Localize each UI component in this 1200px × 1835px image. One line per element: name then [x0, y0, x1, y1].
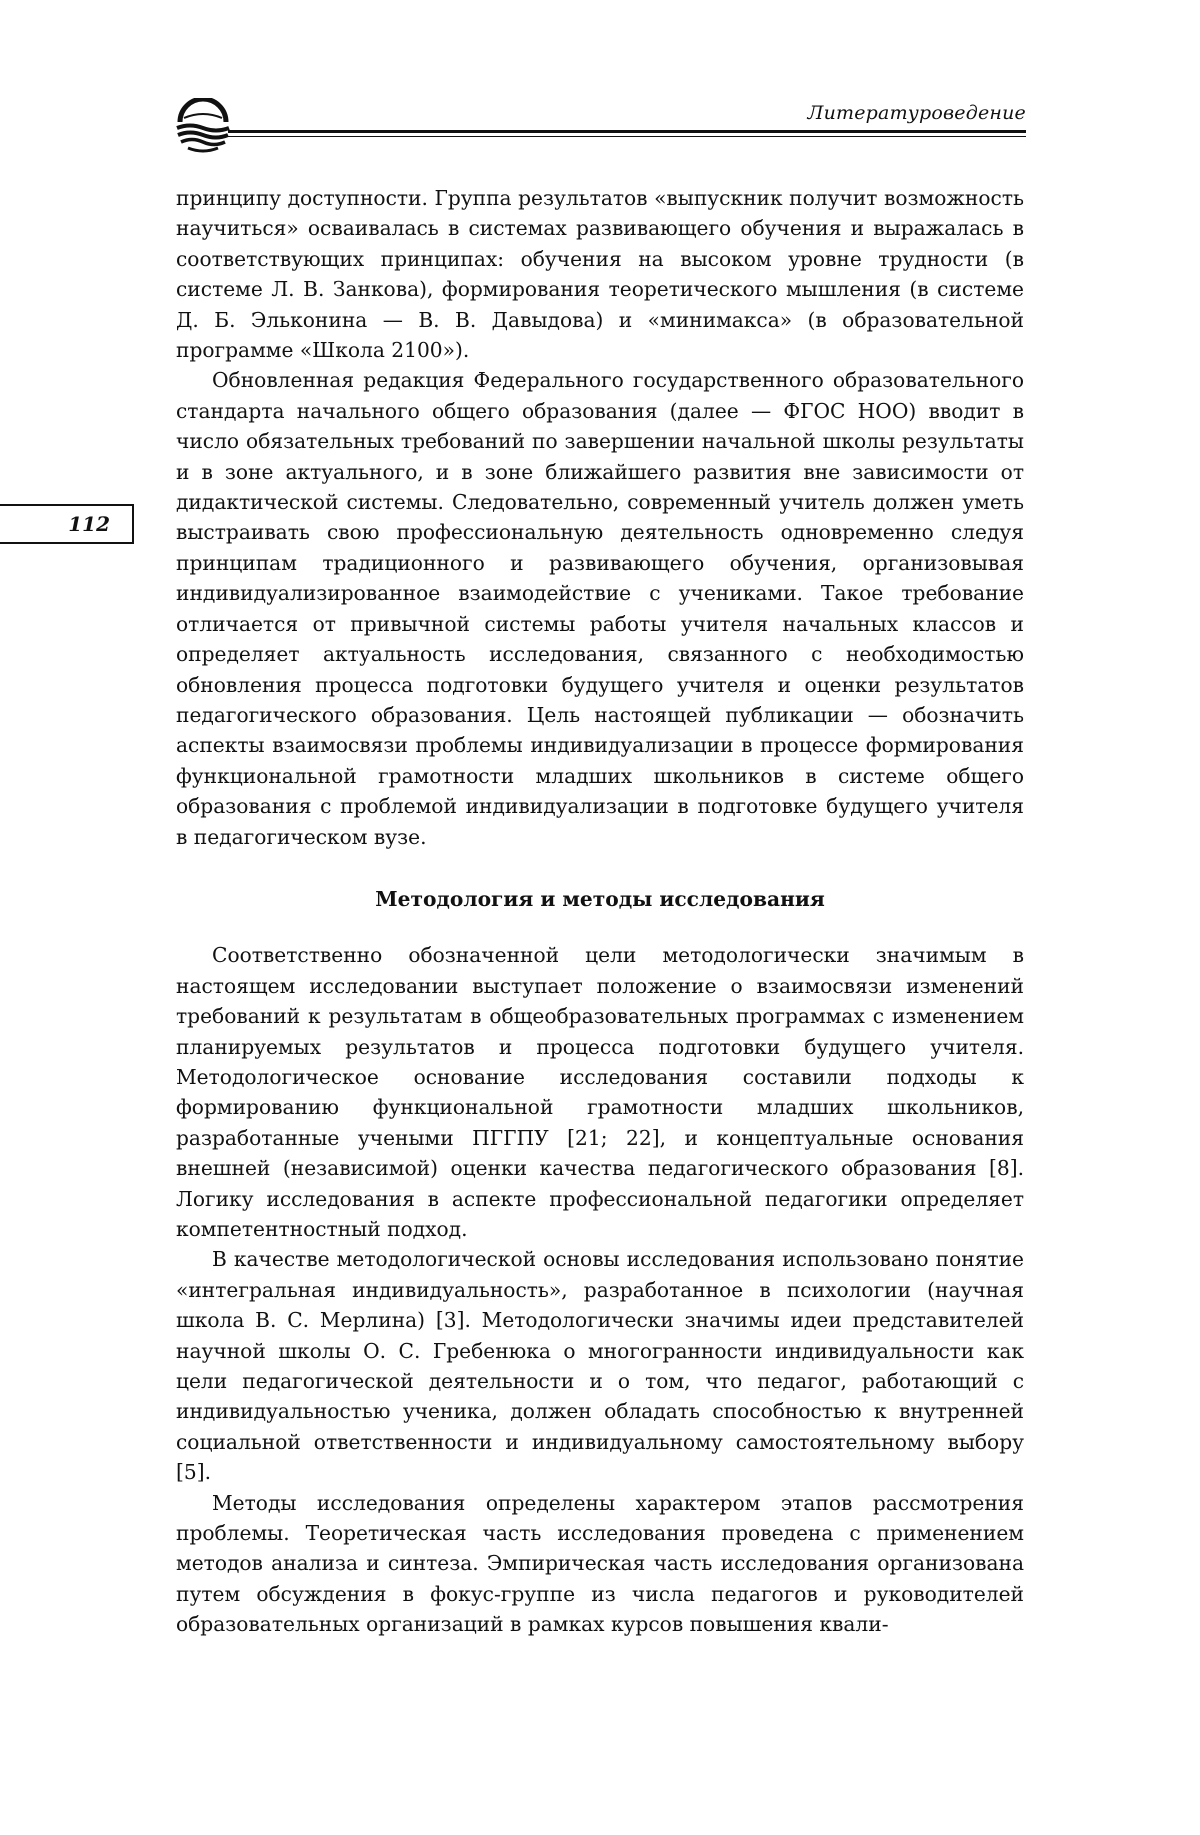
journal-logo-icon	[172, 98, 234, 154]
article-body	[176, 183, 1024, 1640]
section-heading: Методология и методы исследования	[375, 886, 825, 911]
page-header	[172, 98, 1026, 154]
page-number: 112	[68, 512, 110, 536]
paragraph: Обновленная редакция Федерального государственного образовательного стандарта начального общего образования (далее — ФГОС НОО) вводит в число обязательных требований по завершении начальной школы результаты и в зоне актуального, и в зоне ближайшего развития вне зависимости от дидактической системы. Следовательно, современный учитель должен уметь выстраивать свою профессиональную деятельность одновременно следуя принципам традиционного и развивающего обучения, организовывая индивидуализированное взаимодействие с учениками. Такое требование отличается от привычной системы работы учителя начальных классов и определяет актуальность исследования, связанного с необходимостью обновления процесса подготовки будущего учителя и оценки результатов педагогического образования. Цель настоящей публикации — обозначить аспекты взаимосвязи проблемы индивидуализации в процессе формирования функциональной грамотности младших школьников в системе общего образования с проблемой индивидуализации в подготовке будущего учителя в педагогическом вузе.	[176, 368, 1024, 849]
running-head: Литературоведение	[807, 102, 1026, 124]
paragraph: В качестве методологической основы исследования использовано понятие «интегральная индивидуальность», разработанное в психологии (научная школа В. С. Мерлина) [3]. Методологически значимы идеи представителей научной школы О. С. Гребенюка о многогранности индивидуальности как цели педагогической деятельности и о том, что педагог, работающий с индивидуальностью ученика, должен обладать способностью к внутренней социальной ответственности и индивидуальному самостоятельному выбору [5].	[176, 1247, 1024, 1485]
paragraph-continuation: принципу доступности. Группа результатов «выпускник получит возможность научиться» осваивалась в системах развивающего обучения и выражалась в соответствующих принципах: обучения на высоком уровне трудности (в системе Л. В. Занкова), формирования теоретического мышления (в системе Д. Б. Эльконина — В. В. Давыдова) и «минимакса» (в образовательной программе «Школа 2100»).	[176, 186, 1024, 363]
page-number-tab	[0, 504, 134, 544]
paragraph: Соответственно обозначенной цели методологически значимым в настоящем исследовании выступает положение о взаимосвязи изменений требований к результатам в общеобразовательных программах с изменением планируемых результатов и процесса подготовки будущего учителя. Методологическое основание исследования составили подходы к формированию функциональной грамотности младших школьников, разработанные учеными ПГГПУ [21; 22], и концептуальные основания внешней (независимой) оценки качества педагогического образования [8]. Логику исследования в аспекте профессиональной педагогики определяет компетентностный подход.	[176, 943, 1024, 1241]
header-rule-thick	[228, 130, 1026, 133]
paragraph: Методы исследования определены характером этапов рассмотрения проблемы. Теоретическая часть исследования проведена с применением методов анализа и синтеза. Эмпирическая часть исследования организована путем обсуждения в фокус-группе из числа педагогов и руководителей образовательных организаций в рамках курсов повышения квали-	[176, 1490, 1024, 1637]
header-rule-thin	[228, 136, 1026, 137]
